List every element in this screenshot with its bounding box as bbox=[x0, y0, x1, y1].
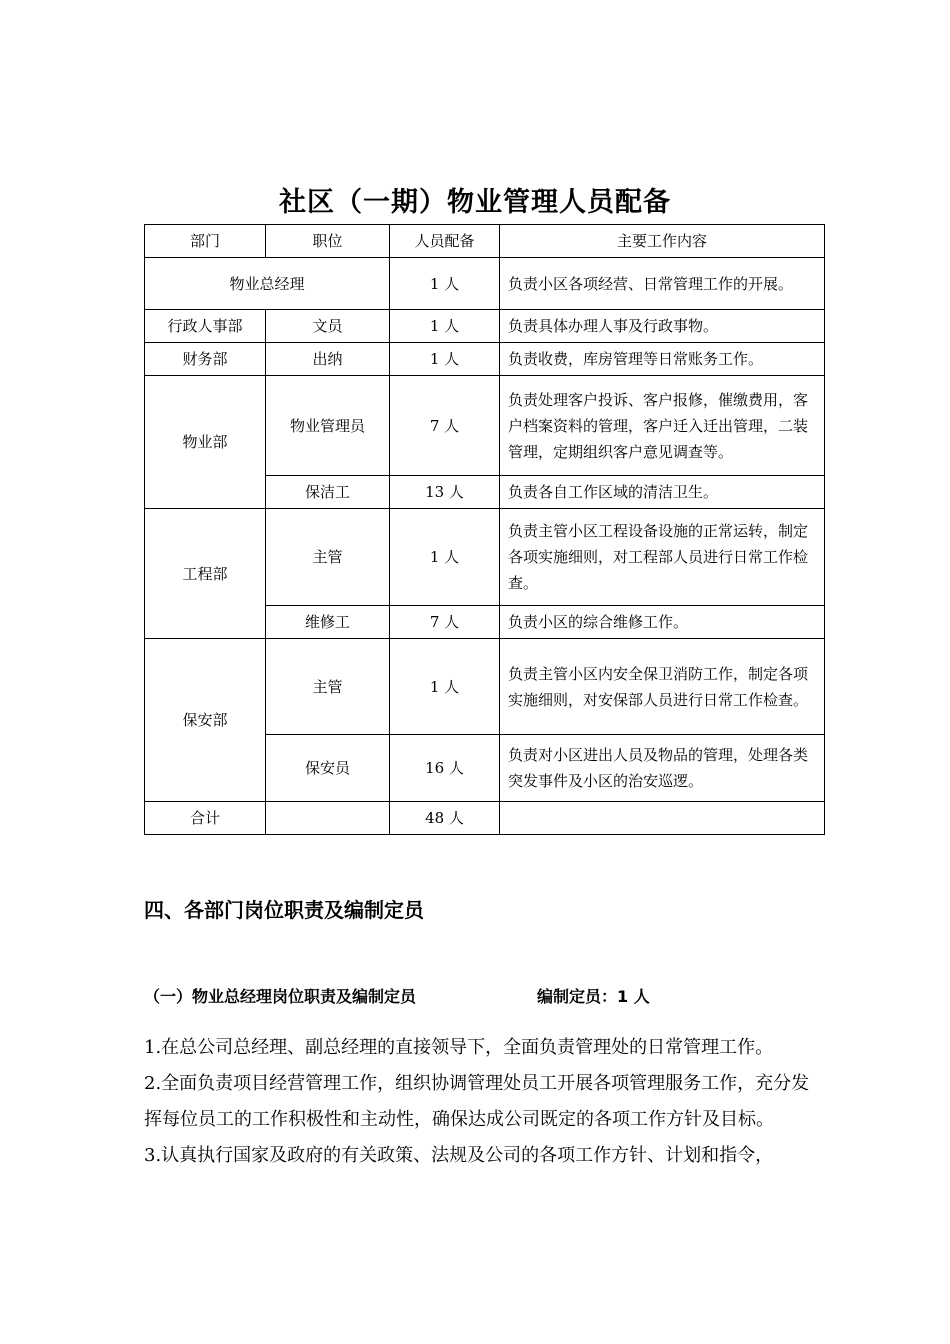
finance-dept: 财务部 bbox=[145, 343, 266, 376]
duty-paragraph-2: 2.全面负责项目经营管理工作，组织协调管理处员工开展各项管理服务工作，充分发挥每位员工的工作积极性和主动性，确保达成公司既定的各项工作方针及目标。 bbox=[144, 1073, 810, 1130]
gm-count: 1 人 bbox=[390, 258, 500, 310]
table-header-row bbox=[145, 225, 825, 258]
table-row bbox=[145, 376, 825, 476]
staffing-table bbox=[144, 224, 825, 835]
table-row bbox=[145, 310, 825, 343]
table-row bbox=[145, 343, 825, 376]
cleaner-count: 13 人 bbox=[390, 476, 500, 509]
security-supervisor-position: 主管 bbox=[266, 639, 390, 735]
header-position: 职位 bbox=[266, 225, 390, 258]
duty-paragraph-3: 3.认真执行国家及政府的有关政策、法规及公司的各项工作方针、计划和指令， bbox=[144, 1145, 774, 1166]
duties-body bbox=[144, 1030, 824, 1174]
guard-count: 16 人 bbox=[390, 735, 500, 802]
sub-heading-text: （一）物业总经理岗位职责及编制定员 bbox=[144, 987, 417, 1006]
finance-count: 1 人 bbox=[390, 343, 500, 376]
property-count: 7 人 bbox=[390, 376, 500, 476]
property-position: 物业管理员 bbox=[266, 376, 390, 476]
property-dept: 物业部 bbox=[145, 376, 266, 509]
engineering-supervisor-count: 1 人 bbox=[390, 509, 500, 606]
security-supervisor-duty: 负责主管小区内安全保卫消防工作，制定各项实施细则，对安保部人员进行日常工作检查。 bbox=[500, 639, 825, 735]
admin-count: 1 人 bbox=[390, 310, 500, 343]
cleaner-duty: 负责各自工作区域的清洁卫生。 bbox=[500, 476, 825, 509]
repair-count: 7 人 bbox=[390, 606, 500, 639]
admin-position: 文员 bbox=[266, 310, 390, 343]
table-row bbox=[145, 258, 825, 310]
security-dept: 保安部 bbox=[145, 639, 266, 802]
sub-heading bbox=[144, 984, 824, 1007]
total-count: 48 人 bbox=[390, 802, 500, 835]
repair-duty: 负责小区的综合维修工作。 bbox=[500, 606, 825, 639]
table-row bbox=[145, 639, 825, 735]
gm-duty: 负责小区各项经营、日常管理工作的开展。 bbox=[500, 258, 825, 310]
cleaner-position: 保洁工 bbox=[266, 476, 390, 509]
engineering-dept: 工程部 bbox=[145, 509, 266, 639]
finance-position: 出纳 bbox=[266, 343, 390, 376]
repair-position: 维修工 bbox=[266, 606, 390, 639]
table-total-row bbox=[145, 802, 825, 835]
engineering-supervisor-position: 主管 bbox=[266, 509, 390, 606]
finance-duty: 负责收费，库房管理等日常账务工作。 bbox=[500, 343, 825, 376]
section-heading: 四、各部门岗位职责及编制定员 bbox=[144, 898, 424, 922]
table-row bbox=[145, 509, 825, 606]
header-duties: 主要工作内容 bbox=[500, 225, 825, 258]
total-duty-empty bbox=[500, 802, 825, 835]
total-position-empty bbox=[266, 802, 390, 835]
header-department: 部门 bbox=[145, 225, 266, 258]
total-label: 合计 bbox=[145, 802, 266, 835]
header-staffing: 人员配备 bbox=[390, 225, 500, 258]
admin-dept: 行政人事部 bbox=[145, 310, 266, 343]
duty-paragraph-1: 1.在总公司总经理、副总经理的直接领导下，全面负责管理处的日常管理工作。 bbox=[144, 1037, 774, 1058]
guard-position: 保安员 bbox=[266, 735, 390, 802]
admin-duty: 负责具体办理人事及行政事物。 bbox=[500, 310, 825, 343]
property-duty: 负责处理客户投诉、客户报修，催缴费用，客户档案资料的管理，客户迁入迁出管理，二装管理，定期组织客户意见调查等。 bbox=[500, 376, 825, 476]
page-title: 社区（一期）物业管理人员配备 bbox=[279, 187, 671, 218]
gm-label: 物业总经理 bbox=[145, 258, 390, 310]
guard-duty: 负责对小区进出人员及物品的管理，处理各类突发事件及小区的治安巡逻。 bbox=[500, 735, 825, 802]
engineering-supervisor-duty: 负责主管小区工程设备设施的正常运转，制定各项实施细则，对工程部人员进行日常工作检查。 bbox=[500, 509, 825, 606]
security-supervisor-count: 1 人 bbox=[390, 639, 500, 735]
staffing-quota: 编制定员：1 人 bbox=[537, 987, 650, 1006]
